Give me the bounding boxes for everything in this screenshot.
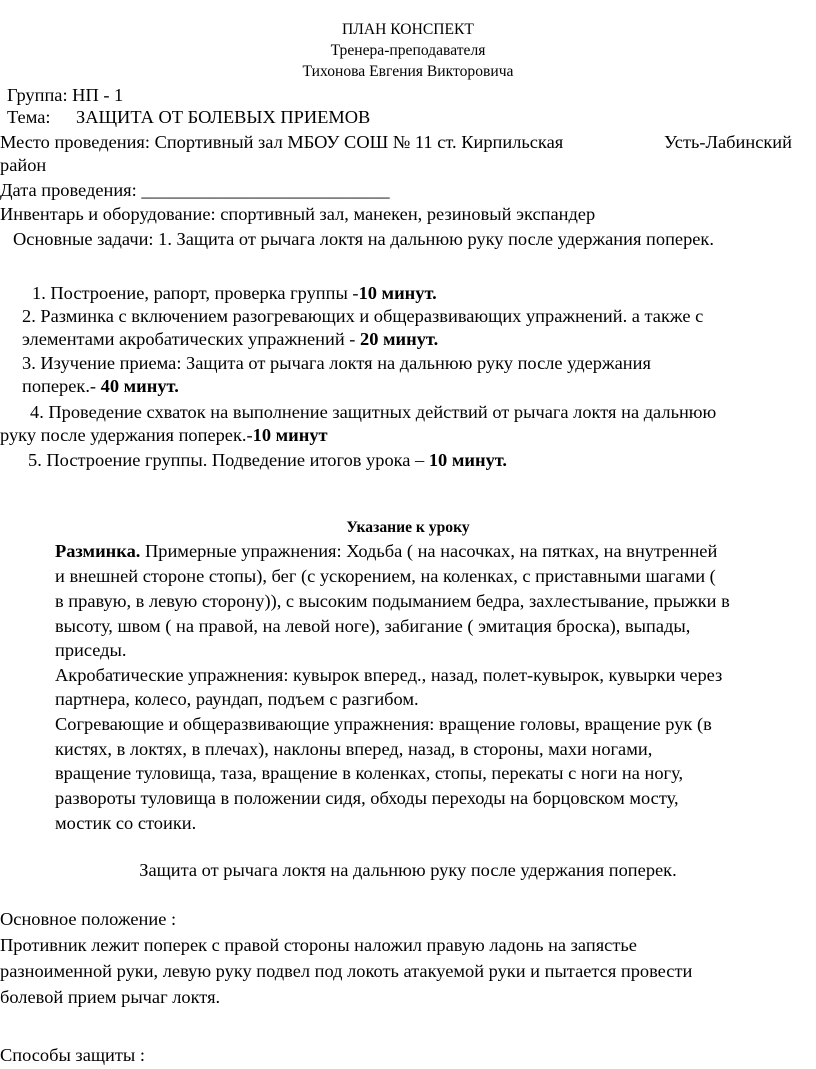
group-line: Группа: НП - 1 [7, 85, 124, 105]
acrobatics-line-2: партнера, колесо, раундап, подъем с разгибом. [55, 689, 419, 709]
tasks-line: Основные задачи: 1. Защита от рычага локтя на дальнюю руку после удержания поперек. [13, 229, 714, 249]
plan-item-2-cont: элементами акробатических упражнений - 20 минут. [22, 329, 439, 349]
guidance-heading: Указание к уроку [346, 519, 470, 536]
warmup-line-3: в правую, в левую сторону)), с высоким подыманием бедра, захлестывание, прыжки в [55, 591, 730, 611]
general-exercises-line-2: кистях, в локтях, в плечах), наклоны вперед, назад, в стороны, махи ногами, [55, 739, 653, 759]
technique-desc-line-1: Противник лежит поперек с правой стороны наложил правую ладонь на запястье [0, 935, 637, 955]
plan-item-4: 4. Проведение схваток на выполнение защитных действий от рычага локтя на дальнюю [30, 402, 717, 422]
doc-title: ПЛАН КОНСПЕКТ [342, 21, 474, 38]
date-line: Дата проведения: ___________________________ [0, 180, 390, 200]
doc-author-name: Тихонова Евгения Викторовича [302, 63, 514, 80]
plan-item-3-cont: поперек.- 40 минут. [22, 376, 179, 396]
plan-item-4-cont: руку после удержания поперек.-10 минут [0, 425, 328, 445]
warmup-line-2: и внешней стороне стопы), бег (с ускорением, на коленках, с приставными шагами ( [55, 566, 716, 586]
acrobatics-line-1: Акробатические упражнения: кувырок вперед., назад, полет-кувырок, кувырки через [55, 665, 723, 685]
general-exercises-line-1: Согревающие и общеразвивающие упражнения: вращение головы, вращение рук (в [55, 714, 712, 734]
warmup-line-5: приседы. [55, 640, 127, 660]
defense-label: Способы защиты : [0, 1045, 145, 1065]
plan-item-3: 3. Изучение приема: Защита от рычага локтя на дальнюю руку после удержания [22, 353, 651, 373]
equipment-line: Инвентарь и оборудование: спортивный зал, манекен, резиновый экспандер [0, 204, 596, 224]
venue-region: Усть-Лабинский [664, 132, 792, 152]
topic-text: ЗАЩИТА ОТ БОЛЕВЫХ ПРИЕМОВ [76, 107, 371, 127]
topic-label: Тема: [7, 107, 51, 127]
technique-title: Защита от рычага локтя на дальнюю руку после удержания поперек. [139, 860, 677, 880]
plan-item-1: 1. Построение, рапорт, проверка группы -10 минут. [32, 283, 437, 303]
warmup-line-4: высоту, швом ( на правой, на левой ноге), забигание ( эмитация броска), выпады, [55, 616, 691, 636]
general-exercises-line-5: мостик со стоики. [55, 813, 197, 833]
plan-item-5: 5. Построение группы. Подведение итогов урока – 10 минут. [28, 450, 508, 470]
plan-item-2: 2. Разминка с включением разогревающих и общеразвивающих упражнений. а также с [22, 306, 704, 326]
general-exercises-line-3: вращение туловища, таза, вращение в коленках, стопы, перекаты с ноги на ногу, [55, 763, 684, 783]
general-exercises-line-4: развороты туловища в положении сидя, обходы переходы на борцовском мосту, [55, 788, 679, 808]
doc-author-role: Тренера-преподавателя [330, 42, 486, 59]
venue-line: Место проведения: Спортивный зал МБОУ СОШ № 11 ст. Кирпильская [0, 132, 564, 152]
technique-desc-line-3: болевой прием рычаг локтя. [0, 987, 221, 1007]
warmup-line-1: Разминка. Примерные упражнения: Ходьба ( на насочках, на пятках, на внутренней [55, 541, 718, 561]
technique-desc-line-2: разноименной руки, левую руку подвел под локоть атакуемой руки и пытается провести [0, 961, 693, 981]
venue-line-2: район [0, 155, 47, 175]
position-label: Основное положение : [0, 909, 177, 929]
